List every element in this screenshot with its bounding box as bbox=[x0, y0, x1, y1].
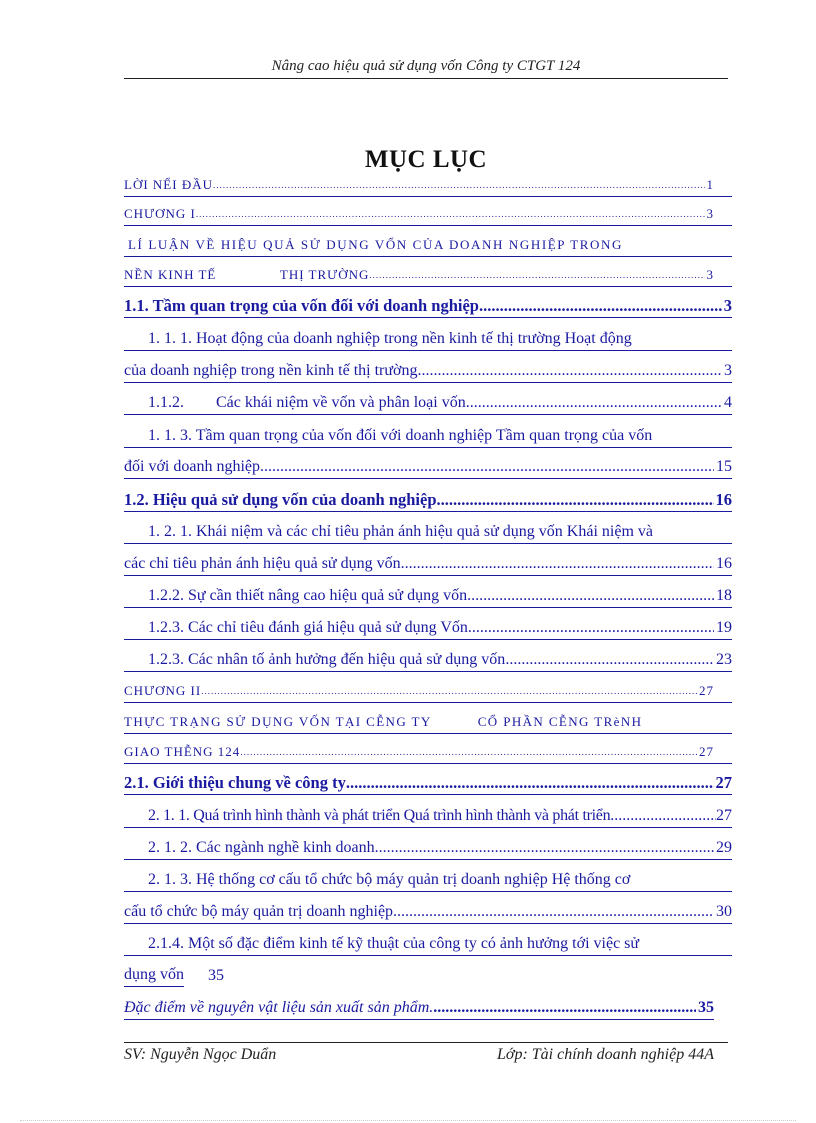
toc-entry-2-1-4-line2[interactable]: dụng vốn 35 bbox=[124, 965, 224, 987]
toc-entry-1-2-2[interactable]: 1.2.2. Sự cần thiết nâng cao hiệu quả sử dụng vốn ..... 18 bbox=[124, 585, 732, 608]
toc-entry-1-1-1-line2[interactable]: của doanh nghiệp trong nền kinh tế thị trường ..... 3 bbox=[124, 360, 732, 383]
toc-entry-1-2-3a[interactable]: 1.2.3. Các chỉ tiêu đánh giá hiệu quả sử dụng Vốn ..... 19 bbox=[124, 617, 732, 640]
toc-entry-1-1-2[interactable]: 1.1.2. Các khái niệm về vốn và phân loại vốn ..... 4 bbox=[124, 392, 732, 415]
toc-entry-1-2-1-line1[interactable]: 1. 2. 1. Khái niệm và các chỉ tiêu phản ánh hiệu quả sử dụng vốn Khái niệm và bbox=[124, 521, 732, 544]
page-title: MỤC LỤC bbox=[364, 146, 488, 173]
footer-class: Lớp: Tài chính doanh nghiệp 44A bbox=[497, 1046, 714, 1063]
toc-entry-1-1[interactable]: 1.1. Tầm quan trọng của vốn đối với doanh nghiệp ..... 3 bbox=[124, 295, 732, 318]
footer-divider bbox=[124, 1042, 728, 1043]
toc-entry-2-1-4-line1[interactable]: 2.1.4. Một số đặc điểm kinh tế kỹ thuật của công ty có ảnh hưởng tới việc sử bbox=[124, 933, 732, 956]
header-title: Nâng cao hiệu quả sử dụng vốn Công ty CTGT 124 bbox=[271, 58, 581, 74]
toc-entry-loi-noi-dau[interactable]: LỜI NỂI ĐẦU ..... 1 bbox=[124, 174, 732, 197]
toc-entry-2-1-2[interactable]: 2. 1. 2. Các ngành nghề kinh doanh ..... 29 bbox=[124, 837, 732, 860]
toc-entry-thuc-trang-line1[interactable]: THỰC TRẠNG SỬ DỤNG VỐN TẠI CỄNG TY CỔ PHẦN CỄNG TRèNH bbox=[124, 711, 732, 734]
toc-entry-li-luan-line2[interactable]: NỀN KINH TẾ THỊ TRƯỜNG ..... 3 bbox=[124, 264, 732, 287]
header-divider bbox=[124, 78, 728, 79]
toc-entry-2-1-3-line2[interactable]: cấu tổ chức bộ máy quản trị doanh nghiệp ..... 30 bbox=[124, 901, 732, 924]
toc-entry-2-1-3-line1[interactable]: 2. 1. 3. Hệ thống cơ cấu tổ chức bộ máy quản trị doanh nghiệp Hệ thống cơ bbox=[124, 869, 732, 892]
toc-entry-1-1-3-line2[interactable]: đối với doanh nghiệp ..... 15 bbox=[124, 456, 732, 479]
page-footer bbox=[124, 1046, 714, 1064]
toc-entry-thuc-trang-line2[interactable]: GIAO THỄNG 124 ..... 27 bbox=[124, 741, 732, 764]
toc-entry-1-2-3b[interactable]: 1.2.3. Các nhân tố ảnh hưởng đến hiệu quả sử dụng vốn ..... 23 bbox=[124, 649, 732, 672]
toc-entry-2-1-1[interactable]: 2. 1. 1. Quá trình hình thành và phát triển Quá trình hình thành và phát triển ..... 27 bbox=[124, 805, 732, 828]
toc-entry-dac-diem[interactable]: Đặc điểm về nguyên vật liệu sản xuất sản phẩm. ..... 35 bbox=[124, 997, 714, 1020]
toc-entry-1-1-3-line1[interactable]: 1. 1. 3. Tầm quan trọng của vốn đối với doanh nghiệp Tầm quan trọng của vốn bbox=[124, 425, 732, 448]
toc-entry-2-1[interactable]: 2.1. Giới thiệu chung về công ty ..... 27 bbox=[124, 772, 732, 795]
footer-student: SV: Nguyễn Ngọc Duẩn bbox=[124, 1046, 277, 1063]
toc-entry-chuong-1[interactable]: CHƯƠNG I ..... 3 bbox=[124, 203, 732, 226]
toc-entry-li-luan-line1[interactable]: LÍ LUẬN VỀ HIỆU QUẢ SỬ DỤNG VỐN CỦA DOANH NGHIỆP TRONG bbox=[124, 234, 732, 257]
toc-entry-1-1-1-line1[interactable]: 1. 1. 1. Hoạt động của doanh nghiệp trong nền kinh tế thị trường Hoạt động bbox=[124, 328, 732, 351]
toc-entry-1-2[interactable]: 1.2. Hiệu quả sử dụng vốn của doanh nghiệp ..... 16 bbox=[124, 489, 732, 512]
toc-entry-1-2-1-line2[interactable]: các chỉ tiêu phản ánh hiệu quả sử dụng vốn ..... 16 bbox=[124, 553, 732, 576]
page-bottom-border bbox=[20, 1120, 796, 1121]
toc-entry-chuong-2[interactable]: CHƯƠNG II ..... 27 bbox=[124, 680, 732, 703]
